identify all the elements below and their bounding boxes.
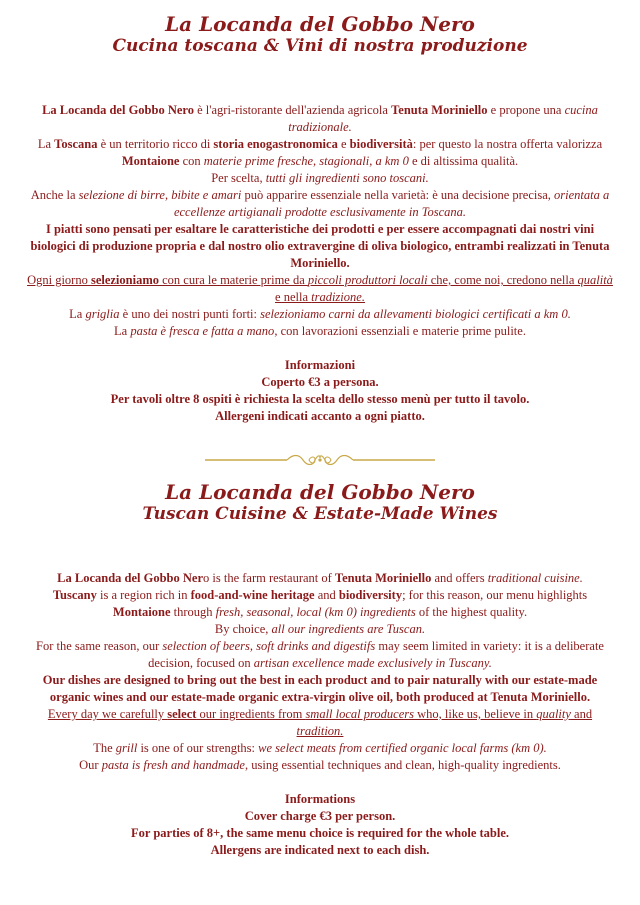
text: traditional cuisine. bbox=[487, 571, 583, 585]
text: grill bbox=[115, 741, 138, 755]
intro-text-en bbox=[0, 570, 640, 774]
text: e bbox=[337, 137, 350, 151]
text: is a region rich in bbox=[96, 588, 191, 602]
text: selezione di birre, bibite e amari bbox=[78, 188, 242, 202]
intro-paragraph-bold: I piatti sono pensati per esaltare le caratteristiche dei prodotti e per essere accompagnati dai nostri vini biologici di produzione propria e dal nostro olio extravergine di oliva biologico, entrambi realizzati in Tenuta Moriniello. bbox=[30, 222, 610, 270]
text: selection of beers, soft drinks and digestifs bbox=[162, 639, 376, 653]
text: che, come noi, credono nella bbox=[427, 273, 578, 287]
text: La bbox=[114, 324, 131, 338]
intro-paragraph bbox=[26, 638, 614, 672]
intro-paragraph-bold: Our dishes are designed to bring out the best in each product and to pair naturally with our estate-made organic wines and our estate-made organic extra-virgin olive oil, both produced at Tenuta Moriniello. bbox=[42, 673, 598, 704]
text: of the highest quality. bbox=[415, 605, 528, 619]
text: La bbox=[37, 137, 55, 151]
text: tutti gli ingredienti sono toscani. bbox=[265, 171, 429, 185]
page-subtitle-en: Tuscan Cuisine & Estate-Made Wines bbox=[142, 504, 498, 524]
restaurant-name: La Locanda del Gobbo Ner bbox=[57, 571, 204, 585]
text: : per questo la nostra offerta valorizza bbox=[412, 137, 603, 151]
estate-name: Tenuta Moriniello bbox=[334, 571, 432, 585]
info-line: Allergens are indicated next to each dish. bbox=[210, 843, 430, 857]
intro-paragraph bbox=[26, 757, 614, 774]
text: tradizione. bbox=[311, 290, 365, 304]
text: è l'agri-ristorante dell'azienda agricola bbox=[193, 103, 392, 117]
english-section bbox=[0, 480, 640, 859]
text: biodiversity bbox=[338, 588, 403, 602]
text: e propone una bbox=[487, 103, 565, 117]
intro-text bbox=[0, 102, 640, 340]
text: ; for this reason, our menu highlights bbox=[402, 588, 588, 602]
text: By choice, bbox=[214, 622, 272, 636]
text: cucina tradizionale. bbox=[288, 103, 598, 134]
text: selezioniamo bbox=[90, 273, 159, 287]
text: La bbox=[69, 307, 86, 321]
info-heading: Informazioni bbox=[284, 358, 356, 372]
text: Our bbox=[79, 758, 102, 772]
page-title-en: La Locanda del Gobbo Nero bbox=[165, 480, 475, 504]
text: con bbox=[179, 154, 204, 168]
info-line: For parties of 8+, the same menu choice is required for the whole table. bbox=[130, 826, 510, 840]
text: Montaione bbox=[112, 605, 171, 619]
text: piccoli produttori locali bbox=[307, 273, 428, 287]
text: griglia bbox=[85, 307, 120, 321]
text: tradition. bbox=[296, 724, 344, 738]
text: For the same reason, our bbox=[36, 639, 163, 653]
text: through bbox=[170, 605, 216, 619]
text: The bbox=[93, 741, 116, 755]
text: orientata a eccellenze artigianali prodotte esclusivamente in Toscana. bbox=[173, 188, 610, 219]
estate-name: Tenuta Moriniello bbox=[391, 103, 488, 117]
text: and offers bbox=[431, 571, 488, 585]
info-block bbox=[0, 357, 640, 425]
text: may seem limited in variety: it is a deliberate decision, focused on bbox=[148, 639, 604, 670]
page-title: La Locanda del Gobbo Nero bbox=[165, 12, 475, 36]
text: food-and-wine heritage bbox=[190, 588, 315, 602]
intro-paragraph bbox=[26, 136, 614, 170]
text: all our ingredients are Tuscan. bbox=[271, 622, 426, 636]
info-line: Cover charge €3 per person. bbox=[244, 809, 396, 823]
info-heading: Informations bbox=[284, 792, 356, 806]
text: con cura le materie prime da bbox=[159, 273, 308, 287]
text: selezioniamo carni da allevamenti biologici certificati a km 0. bbox=[260, 307, 571, 321]
intro-paragraph bbox=[26, 323, 614, 340]
text: pasta è fresca e fatta a mano bbox=[130, 324, 275, 338]
text: Tuscany bbox=[52, 588, 97, 602]
text: è uno dei nostri punti forti: bbox=[119, 307, 261, 321]
text: and bbox=[570, 707, 593, 721]
intro-paragraph bbox=[26, 706, 614, 740]
text: is the farm restaurant of bbox=[209, 571, 335, 585]
text: pasta is fresh and handmade bbox=[101, 758, 245, 772]
italian-section bbox=[0, 12, 640, 425]
info-block-en bbox=[0, 791, 640, 859]
ornamental-flourish-icon bbox=[205, 450, 435, 470]
intro-paragraph bbox=[26, 187, 614, 221]
info-line: Coperto €3 a persona. bbox=[261, 375, 379, 389]
text: , con lavorazioni essenziali e materie prime pulite. bbox=[274, 324, 526, 338]
intro-paragraph bbox=[26, 272, 614, 306]
text: biodiversità bbox=[349, 137, 413, 151]
text: is one of our strengths: bbox=[137, 741, 259, 755]
text: e nella bbox=[275, 290, 312, 304]
intro-paragraph bbox=[26, 570, 614, 587]
info-line: Per tavoli oltre 8 ospiti è richiesta la scelta dello stesso menù per tutto il tavolo. bbox=[110, 392, 530, 406]
text: e di altissima qualità. bbox=[408, 154, 519, 168]
text: artisan excellence made exclusively in Tuscany. bbox=[253, 656, 492, 670]
info-line: Allergeni indicati accanto a ogni piatto. bbox=[215, 409, 425, 423]
text: select bbox=[167, 707, 197, 721]
text: Every day we carefully bbox=[47, 707, 168, 721]
intro-paragraph bbox=[26, 621, 614, 638]
text: we select meats from certified organic local farms (km 0). bbox=[258, 741, 547, 755]
text: qualità bbox=[577, 273, 613, 287]
intro-paragraph bbox=[26, 740, 614, 757]
text: è un territorio ricco di bbox=[97, 137, 214, 151]
intro-paragraph bbox=[26, 170, 614, 187]
text: and bbox=[314, 588, 339, 602]
intro-paragraph bbox=[26, 587, 614, 621]
text: Toscana bbox=[54, 137, 98, 151]
text: Ogni giorno bbox=[27, 273, 91, 287]
text: small local producers bbox=[305, 707, 414, 721]
text: Anche la bbox=[30, 188, 79, 202]
text: materie prime fresche, stagionali, a km 0 bbox=[203, 154, 409, 168]
text: quality bbox=[536, 707, 571, 721]
text: può apparire essenziale nella varietà: è una decisione precisa, bbox=[241, 188, 555, 202]
page-subtitle: Cucina toscana & Vini di nostra produzione bbox=[112, 36, 528, 56]
intro-paragraph bbox=[26, 306, 614, 323]
text: who, like us, believe in bbox=[414, 707, 537, 721]
restaurant-name: La Locanda del Gobbo Nero bbox=[42, 103, 194, 117]
text: Montaione bbox=[121, 154, 180, 168]
text: our ingredients from bbox=[196, 707, 306, 721]
text: Per scelta, bbox=[211, 171, 266, 185]
text: o bbox=[203, 571, 210, 585]
text: fresh, seasonal, local (km 0) ingredients bbox=[215, 605, 416, 619]
text: , using essential techniques and clean, high-quality ingredients. bbox=[244, 758, 561, 772]
intro-paragraph bbox=[26, 102, 614, 136]
text: storia enogastronomica bbox=[213, 137, 338, 151]
